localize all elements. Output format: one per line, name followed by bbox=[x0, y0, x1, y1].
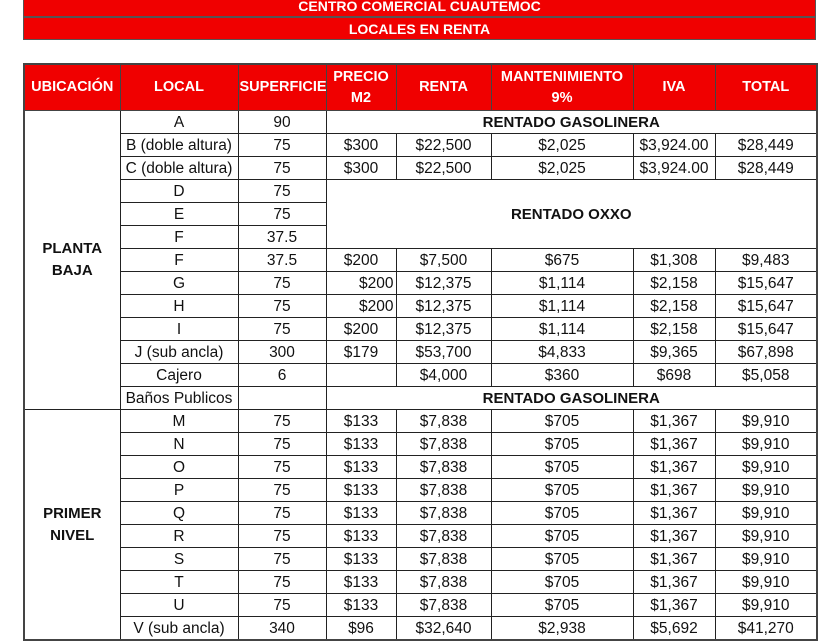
cell-local: M bbox=[120, 410, 238, 433]
cell-local: Cajero bbox=[120, 364, 238, 387]
cell-superficie: 75 bbox=[238, 456, 326, 479]
cell-superficie: 75 bbox=[238, 180, 326, 203]
cell-superficie: 75 bbox=[238, 295, 326, 318]
title-banner: CENTRO COMERCIAL CUAUTEMOC bbox=[23, 0, 816, 17]
cell-local: P bbox=[120, 479, 238, 502]
cell-precio: $200 bbox=[326, 318, 396, 341]
header-superficie: SUPERFICIE bbox=[238, 64, 326, 111]
header-iva: IVA bbox=[633, 64, 715, 111]
cell-superficie: 75 bbox=[238, 502, 326, 525]
cell-superficie: 75 bbox=[238, 410, 326, 433]
cell-total: $9,910 bbox=[715, 502, 817, 525]
cell-renta: $12,375 bbox=[396, 295, 491, 318]
cell-total: $28,449 bbox=[715, 157, 817, 180]
table-row bbox=[24, 456, 817, 479]
cell-total: $15,647 bbox=[715, 295, 817, 318]
cell-local: J (sub ancla) bbox=[120, 341, 238, 364]
cell-iva: $5,692 bbox=[633, 617, 715, 641]
cell-total: $9,910 bbox=[715, 594, 817, 617]
cell-local: F bbox=[120, 226, 238, 249]
cell-mantenimiento: $705 bbox=[491, 594, 633, 617]
cell-total: $9,910 bbox=[715, 548, 817, 571]
cell-superficie: 75 bbox=[238, 203, 326, 226]
cell-mantenimiento: $705 bbox=[491, 410, 633, 433]
cell-mantenimiento: $705 bbox=[491, 456, 633, 479]
cell-total: $5,058 bbox=[715, 364, 817, 387]
cell-precio: $133 bbox=[326, 433, 396, 456]
cell-precio: $133 bbox=[326, 479, 396, 502]
cell-local: Baños Publicos bbox=[120, 387, 238, 410]
cell-mantenimiento: $705 bbox=[491, 502, 633, 525]
cell-iva: $1,367 bbox=[633, 410, 715, 433]
cell-precio: $133 bbox=[326, 548, 396, 571]
cell-precio: $133 bbox=[326, 571, 396, 594]
cell-iva: $1,367 bbox=[633, 456, 715, 479]
cell-superficie: 300 bbox=[238, 341, 326, 364]
cell-mantenimiento: $705 bbox=[491, 433, 633, 456]
rental-table bbox=[23, 63, 818, 641]
cell-superficie: 6 bbox=[238, 364, 326, 387]
cell-precio: $133 bbox=[326, 594, 396, 617]
header-renta: RENTA bbox=[396, 64, 491, 111]
cell-mantenimiento: $2,938 bbox=[491, 617, 633, 641]
cell-renta: $22,500 bbox=[396, 157, 491, 180]
group-primer-nivel: PRIMER NIVEL bbox=[24, 410, 120, 641]
note-rentado-oxxo: RENTADO OXXO bbox=[326, 180, 817, 249]
cell-local: Q bbox=[120, 502, 238, 525]
table-row bbox=[24, 272, 817, 295]
table-row bbox=[24, 364, 817, 387]
cell-renta: $7,838 bbox=[396, 525, 491, 548]
cell-local: N bbox=[120, 433, 238, 456]
cell-superficie: 75 bbox=[238, 479, 326, 502]
cell-mantenimiento: $1,114 bbox=[491, 318, 633, 341]
cell-renta: $7,838 bbox=[396, 456, 491, 479]
cell-renta: $12,375 bbox=[396, 318, 491, 341]
cell-total: $9,910 bbox=[715, 479, 817, 502]
cell-local: D bbox=[120, 180, 238, 203]
header-local: LOCAL bbox=[120, 64, 238, 111]
header-total: TOTAL bbox=[715, 64, 817, 111]
cell-local: A bbox=[120, 111, 238, 134]
header-ubicacion: UBICACIÓN bbox=[24, 64, 120, 111]
cell-iva: $1,367 bbox=[633, 502, 715, 525]
cell-mantenimiento: $1,114 bbox=[491, 272, 633, 295]
note-rentado-gasolinera: RENTADO GASOLINERA bbox=[326, 387, 817, 410]
cell-total: $67,898 bbox=[715, 341, 817, 364]
cell-total: $9,910 bbox=[715, 456, 817, 479]
cell-iva: $1,367 bbox=[633, 525, 715, 548]
header-precio-m2: PRECIO M2 bbox=[326, 64, 396, 111]
table-row bbox=[24, 433, 817, 456]
cell-mantenimiento: $4,833 bbox=[491, 341, 633, 364]
cell-iva: $1,308 bbox=[633, 249, 715, 272]
cell-local: T bbox=[120, 571, 238, 594]
table-row bbox=[24, 180, 817, 203]
table-row bbox=[24, 387, 817, 410]
cell-superficie bbox=[238, 387, 326, 410]
table-row bbox=[24, 617, 817, 641]
cell-superficie: 75 bbox=[238, 134, 326, 157]
cell-total: $9,910 bbox=[715, 433, 817, 456]
table-row bbox=[24, 594, 817, 617]
cell-precio: $179 bbox=[326, 341, 396, 364]
table-row bbox=[24, 157, 817, 180]
cell-iva: $3,924.00 bbox=[633, 134, 715, 157]
table-row bbox=[24, 111, 817, 134]
cell-iva: $2,158 bbox=[633, 272, 715, 295]
cell-renta: $7,500 bbox=[396, 249, 491, 272]
cell-precio: $133 bbox=[326, 456, 396, 479]
cell-superficie: 75 bbox=[238, 548, 326, 571]
cell-total: $15,647 bbox=[715, 272, 817, 295]
cell-iva: $2,158 bbox=[633, 318, 715, 341]
group-planta-baja: PLANTA BAJA bbox=[24, 111, 120, 410]
cell-local: E bbox=[120, 203, 238, 226]
cell-iva: $3,924.00 bbox=[633, 157, 715, 180]
cell-iva: $1,367 bbox=[633, 571, 715, 594]
cell-mantenimiento: $675 bbox=[491, 249, 633, 272]
cell-iva: $9,365 bbox=[633, 341, 715, 364]
cell-total: $9,483 bbox=[715, 249, 817, 272]
cell-local: U bbox=[120, 594, 238, 617]
cell-precio: $133 bbox=[326, 502, 396, 525]
cell-precio: $200 bbox=[326, 249, 396, 272]
cell-superficie: 37.5 bbox=[238, 249, 326, 272]
cell-superficie: 75 bbox=[238, 571, 326, 594]
cell-mantenimiento: $705 bbox=[491, 571, 633, 594]
cell-total: $9,910 bbox=[715, 525, 817, 548]
cell-renta: $53,700 bbox=[396, 341, 491, 364]
cell-renta: $4,000 bbox=[396, 364, 491, 387]
cell-local: O bbox=[120, 456, 238, 479]
cell-mantenimiento: $360 bbox=[491, 364, 633, 387]
cell-local: F bbox=[120, 249, 238, 272]
cell-iva: $698 bbox=[633, 364, 715, 387]
subtitle-banner: LOCALES EN RENTA bbox=[23, 17, 816, 40]
cell-local: C (doble altura) bbox=[120, 157, 238, 180]
cell-precio: $133 bbox=[326, 410, 396, 433]
cell-precio: $200 bbox=[326, 272, 396, 295]
cell-superficie: 75 bbox=[238, 272, 326, 295]
cell-renta: $32,640 bbox=[396, 617, 491, 641]
cell-precio: $200 bbox=[326, 295, 396, 318]
table-row bbox=[24, 548, 817, 571]
header-row bbox=[24, 64, 817, 111]
cell-renta: $7,838 bbox=[396, 571, 491, 594]
cell-mantenimiento: $705 bbox=[491, 525, 633, 548]
cell-superficie: 75 bbox=[238, 594, 326, 617]
cell-total: $28,449 bbox=[715, 134, 817, 157]
cell-local: R bbox=[120, 525, 238, 548]
cell-precio bbox=[326, 364, 396, 387]
cell-iva: $1,367 bbox=[633, 433, 715, 456]
cell-total: $15,647 bbox=[715, 318, 817, 341]
cell-precio: $300 bbox=[326, 134, 396, 157]
cell-total: $9,910 bbox=[715, 571, 817, 594]
cell-mantenimiento: $1,114 bbox=[491, 295, 633, 318]
cell-local: S bbox=[120, 548, 238, 571]
cell-renta: $7,838 bbox=[396, 502, 491, 525]
table-row bbox=[24, 571, 817, 594]
cell-local: G bbox=[120, 272, 238, 295]
table-row bbox=[24, 502, 817, 525]
cell-renta: $7,838 bbox=[396, 548, 491, 571]
cell-renta: $7,838 bbox=[396, 433, 491, 456]
cell-superficie: 90 bbox=[238, 111, 326, 134]
table-row bbox=[24, 249, 817, 272]
cell-total: $9,910 bbox=[715, 410, 817, 433]
table-row bbox=[24, 341, 817, 364]
cell-iva: $1,367 bbox=[633, 594, 715, 617]
table-row bbox=[24, 525, 817, 548]
cell-renta: $22,500 bbox=[396, 134, 491, 157]
cell-mantenimiento: $705 bbox=[491, 479, 633, 502]
table-row bbox=[24, 134, 817, 157]
cell-total: $41,270 bbox=[715, 617, 817, 641]
cell-mantenimiento: $2,025 bbox=[491, 157, 633, 180]
cell-iva: $1,367 bbox=[633, 479, 715, 502]
cell-superficie: 75 bbox=[238, 525, 326, 548]
cell-iva: $1,367 bbox=[633, 548, 715, 571]
cell-mantenimiento: $2,025 bbox=[491, 134, 633, 157]
table-row bbox=[24, 410, 817, 433]
cell-local: B (doble altura) bbox=[120, 134, 238, 157]
note-rentado-gasolinera: RENTADO GASOLINERA bbox=[326, 111, 817, 134]
cell-precio: $96 bbox=[326, 617, 396, 641]
cell-precio: $300 bbox=[326, 157, 396, 180]
cell-renta: $7,838 bbox=[396, 410, 491, 433]
header-mantenimiento: MANTENIMIENTO 9% bbox=[491, 64, 633, 111]
cell-precio: $133 bbox=[326, 525, 396, 548]
cell-local: I bbox=[120, 318, 238, 341]
table-row bbox=[24, 479, 817, 502]
cell-iva: $2,158 bbox=[633, 295, 715, 318]
cell-superficie: 340 bbox=[238, 617, 326, 641]
cell-local: H bbox=[120, 295, 238, 318]
table-row bbox=[24, 318, 817, 341]
cell-renta: $12,375 bbox=[396, 272, 491, 295]
cell-mantenimiento: $705 bbox=[491, 548, 633, 571]
cell-superficie: 75 bbox=[238, 157, 326, 180]
cell-superficie: 37.5 bbox=[238, 226, 326, 249]
cell-renta: $7,838 bbox=[396, 594, 491, 617]
cell-superficie: 75 bbox=[238, 433, 326, 456]
table-row bbox=[24, 295, 817, 318]
cell-local: V (sub ancla) bbox=[120, 617, 238, 641]
cell-superficie: 75 bbox=[238, 318, 326, 341]
cell-renta: $7,838 bbox=[396, 479, 491, 502]
